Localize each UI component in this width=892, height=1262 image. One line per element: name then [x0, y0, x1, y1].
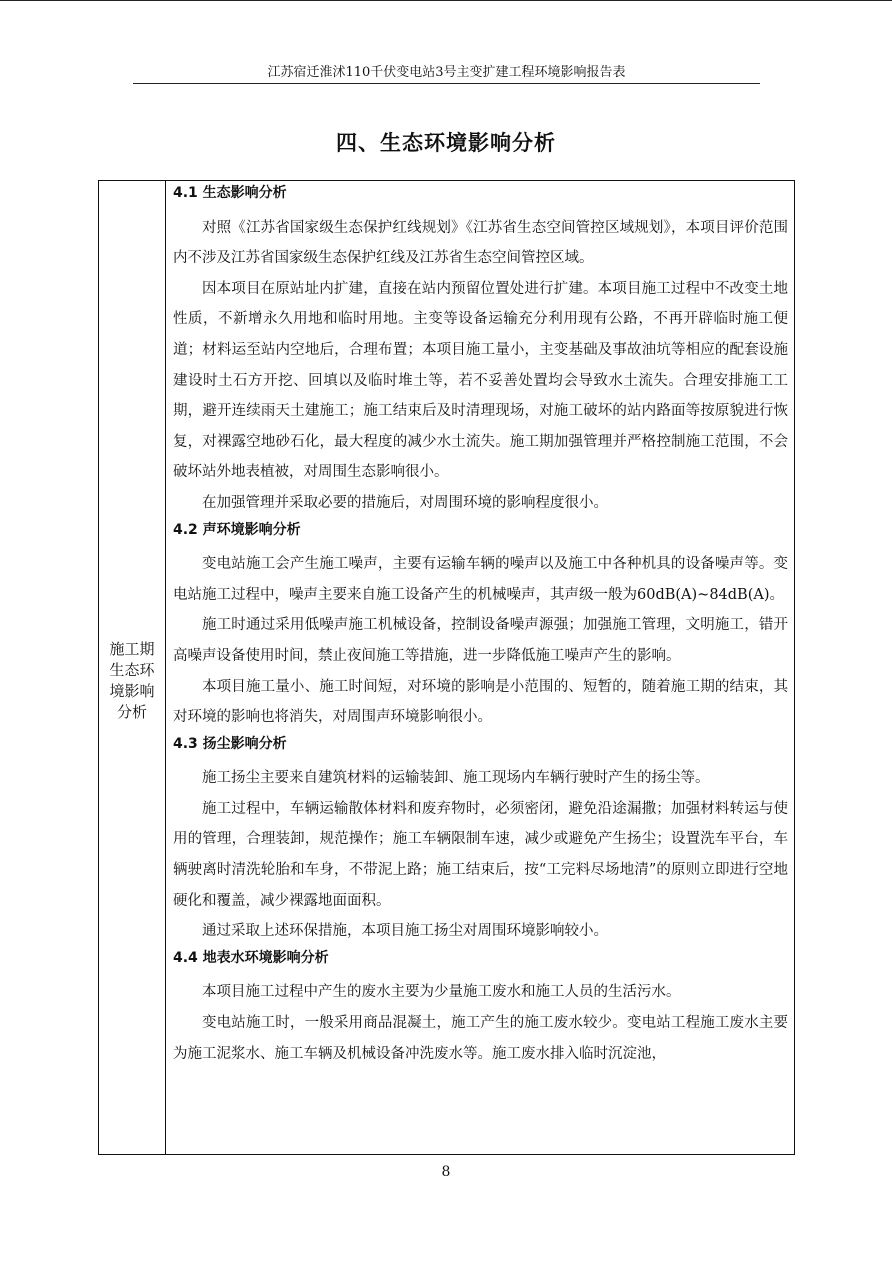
paragraph: 施工时通过采用低噪声施工机械设备，控制设备噪声源强；加强施工管理，文明施工，错开高噪声设备使用时间，禁止夜间施工等措施，进一步降低施工噪声产生的影响。	[173, 617, 788, 664]
paragraph: 本项目施工量小、施工时间短，对环境的影响是小范围的、短暂的，随着施工期的结束，其对环境的影响也将消失，对周围声环境影响很小。	[173, 678, 788, 726]
paragraph: 施工过程中，车辆运输散体材料和废弃物时，必须密闭，避免沿途漏撒；加强材料转运与使用的管理，合理装卸，规范操作；施工车辆限制车速，减少或避免产生扬尘；设置洗车平台，车辆驶离时清洗轮胎和车身，不带泥上路；施工结束后，按“工完料尽场地清”的原则立即进行空地硬化和覆盖，减少裸露地面面积。	[173, 800, 788, 909]
paragraph: 变电站施工会产生施工噪声，主要有运输车辆的噪声以及施工中各种机具的设备噪声等。变电站施工过程中，噪声主要来自施工设备产生的机械噪声，其声级一般为60dB(A)~84dB(A)。	[173, 556, 788, 603]
heading-noise: 4.2 声环境影响分析	[173, 521, 301, 538]
heading-dust: 4.3 扬尘影响分析	[173, 735, 287, 752]
paragraph: 因本项目在原站址内扩建，直接在站内预留位置处进行扩建。本项目施工过程中不改变土地性质，不新增永久用地和临时用地。主变等设备运输充分利用现有公路，不再开辟临时施工便道；材料运至站内空地后，合理布置；本项目施工量小，主变基础及事故油坑等相应的配套设施建设时土石方开挖、回填以及临时堆土等，若不妥善处置均会导致水土流失。合理安排施工工期，避开连续雨天土建施工；施工结束后及时清理现场，对施工破坏的站内路面等按原貌进行恢复，对裸露空地砂石化，最大程度的减少水土流失。施工期加强管理并严格控制施工范围，不会破坏站外地表植被，对周围生态影响很小。	[173, 280, 788, 481]
paragraph: 通过采取上述环保措施，本项目施工扬尘对周围环境影响较小。	[202, 923, 608, 940]
section-title: 四、生态环境影响分析	[336, 131, 556, 155]
paragraph: 施工扬尘主要来自建筑材料的运输装卸、施工现场内车辆行驶时产生的扬尘等。	[202, 770, 710, 787]
heading-ecology: 4.1 生态影响分析	[173, 185, 287, 201]
page-number: 8	[441, 1164, 451, 1180]
content-table	[98, 180, 795, 1155]
row-label: 施工期生态环境影响分析	[109, 639, 155, 721]
running-header: 江苏宿迁淮沭110千伏变电站3号主变扩建工程环境影响报告表	[267, 65, 626, 80]
header-rule	[133, 83, 760, 84]
paragraph: 在加强管理并采取必要的措施后，对周围环境的影响程度很小。	[202, 494, 608, 511]
paragraph: 对照《江苏省国家级生态保护红线规划》《江苏省生态空间管控区域规划》，本项目评价范围内不涉及江苏省国家级生态保护红线及江苏省生态空间管控区域。	[173, 219, 788, 267]
heading-surface-water: 4.4 地表水环境影响分析	[173, 949, 329, 966]
row-label-cell	[99, 181, 166, 1154]
paragraph: 变电站施工时，一般采用商品混凝土，施工产生的施工废水较少。变电站工程施工废水主要为施工泥浆水、施工车辆及机械设备冲洗废水等。施工废水排入临时沉淀池，	[173, 1015, 788, 1062]
content-cell	[166, 181, 794, 1154]
page-top-rule	[0, 0, 892, 1]
paragraph: 本项目施工过程中产生的废水主要为少量施工废水和施工人员的生活污水。	[202, 984, 681, 1001]
